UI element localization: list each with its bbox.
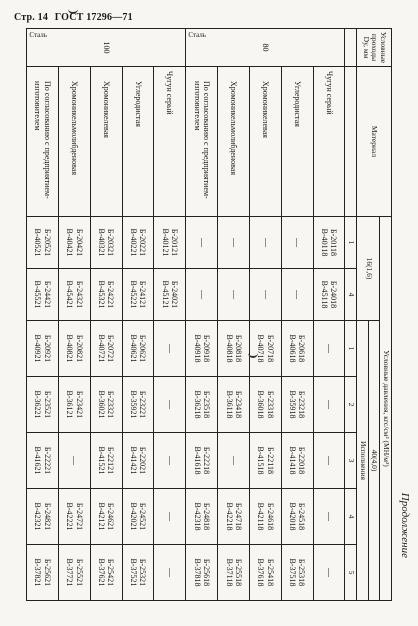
designation-cell	[122, 433, 154, 489]
designation-code: В-40718	[256, 334, 266, 363]
header-row	[380, 29, 392, 601]
designation-code: В-41621	[33, 446, 43, 475]
designation-cell	[27, 545, 59, 601]
designation-cell	[218, 489, 250, 545]
dn-value: 100	[101, 41, 111, 54]
pressure-16-header: 16(1,6)	[357, 217, 380, 321]
designation-cell	[58, 269, 90, 321]
designation-code: —	[324, 568, 335, 577]
designation-code: Б-20421	[74, 228, 84, 257]
designation-cell	[281, 377, 313, 433]
designation-code: Б-22218	[201, 446, 211, 475]
designation-cell	[313, 217, 345, 269]
designation-code: В-40618	[288, 334, 298, 363]
designation-code: В-37621	[97, 558, 107, 587]
designation-cell	[122, 489, 154, 545]
dn-header: Условные проходы Dу, мм	[357, 29, 392, 67]
designation-cell	[27, 489, 59, 545]
designation-code: Б-20118	[329, 229, 339, 256]
designation-code: В-40321	[97, 228, 107, 257]
designation-code: Б-24821	[42, 502, 52, 531]
designation-code: Б-20221	[138, 228, 148, 257]
material-cell: Хромоникельмолибденовая	[58, 67, 90, 217]
designation-cell	[281, 321, 313, 377]
designation-code: В-45321	[97, 280, 107, 309]
designation-cell	[58, 489, 90, 545]
designation-cell	[90, 489, 122, 545]
designation-cell	[281, 217, 313, 269]
designation-cell	[249, 269, 281, 321]
designation-code: В-45521	[33, 280, 43, 309]
designation-cell	[154, 433, 186, 489]
designation-code: В-40118	[320, 228, 330, 257]
designation-cell	[186, 545, 218, 601]
designation-code: В-37521	[129, 558, 139, 587]
designation-code: —	[69, 456, 80, 465]
designation-cell	[186, 269, 218, 321]
designation-code: В-40521	[33, 228, 43, 257]
designation-code: —	[324, 344, 335, 353]
designation-code: В-42118	[256, 502, 266, 531]
designation-code: Б-23518	[201, 390, 211, 419]
blank-header	[345, 29, 357, 67]
designation-code: В-42321	[33, 502, 43, 531]
designation-code: Б-24018	[329, 280, 339, 309]
designation-code: Б-25518	[233, 558, 243, 587]
designation-cell	[186, 489, 218, 545]
designation-cell	[281, 269, 313, 321]
designation-code: Б-20121	[170, 228, 180, 257]
designation-cell	[186, 433, 218, 489]
designation-cell	[90, 545, 122, 601]
material-cell: Чугун серый	[154, 67, 186, 217]
material-cell: Углеродистая	[122, 67, 154, 217]
designation-cell	[313, 433, 345, 489]
designation-code: Б-24618	[265, 502, 275, 531]
designation-code: В-42318	[192, 502, 202, 531]
designation-code: Б-22018	[297, 446, 307, 475]
designation-code: Б-20521	[42, 228, 52, 257]
designation-code: Б-20718	[265, 334, 275, 363]
table-row	[249, 29, 281, 601]
designation-cell	[90, 321, 122, 377]
designation-cell	[27, 433, 59, 489]
designation-code: —	[165, 512, 176, 521]
designation-code: —	[228, 290, 239, 299]
designation-code: В-45118	[320, 280, 330, 309]
dn-value: 80	[260, 43, 270, 52]
designation-code: —	[165, 456, 176, 465]
designation-code: Б-20721	[106, 334, 116, 363]
material-cell: По согласованию с предприятием-изготовителем	[186, 67, 218, 217]
material-cell: Чугун серый	[313, 67, 345, 217]
designation-code: —	[292, 238, 303, 247]
material-cell: Хромоникелевая	[90, 67, 122, 217]
designation-code: В-35921	[129, 390, 139, 419]
designation-code: Б-25521	[74, 558, 84, 587]
designation-cell	[27, 269, 59, 321]
designation-code: В-36221	[33, 390, 43, 419]
column-number: 3	[345, 433, 357, 489]
column-number: 1	[345, 321, 357, 377]
designation-code: Б-22121	[106, 446, 116, 475]
designation-cell	[27, 217, 59, 269]
designation-code: В-40721	[97, 334, 107, 363]
designation-code: Б-24518	[297, 502, 307, 531]
designation-code: В-36121	[65, 390, 75, 419]
designation-code: Б-24221	[106, 280, 116, 309]
designation-cell	[313, 377, 345, 433]
designation-cell	[122, 321, 154, 377]
designation-code: —	[165, 344, 176, 353]
designation-code: В-40121	[160, 228, 170, 257]
designation-code: —	[196, 238, 207, 247]
designation-cell	[58, 321, 90, 377]
designation-cell	[90, 377, 122, 433]
designation-cell	[218, 321, 250, 377]
designation-cell	[249, 545, 281, 601]
designation-code: В-41418	[288, 446, 298, 475]
designation-code: В-37118	[224, 558, 234, 587]
designation-cell	[218, 377, 250, 433]
designation-cell	[218, 269, 250, 321]
designation-code: —	[165, 400, 176, 409]
designation-code: Б-25318	[297, 558, 307, 587]
table-row	[27, 29, 59, 601]
execution-header: Исполнения	[357, 321, 369, 601]
designation-cell	[27, 377, 59, 433]
designation-code: Б-22221	[42, 446, 52, 475]
designation-code: Б-24021	[170, 280, 180, 309]
designation-code: —	[324, 512, 335, 521]
designation-code: Б-22118	[265, 447, 275, 474]
designation-code: —	[228, 456, 239, 465]
designation-cell	[313, 269, 345, 321]
designation-code: Б-23418	[233, 390, 243, 419]
continuation-label: Продолжение	[399, 492, 411, 558]
designation-code: В-40621	[129, 334, 139, 363]
designation-code: Б-23521	[42, 390, 52, 419]
designation-cell	[218, 217, 250, 269]
designation-cell	[58, 545, 90, 601]
designation-code: В-36018	[256, 390, 266, 419]
column-number: 2	[345, 377, 357, 433]
designation-code: Б-20621	[138, 334, 148, 363]
steel-label: Сталь	[29, 31, 47, 39]
designation-code: Б-25618	[201, 558, 211, 587]
designation-cell	[27, 321, 59, 377]
designation-code: Б-24421	[42, 280, 52, 309]
designation-code: —	[228, 238, 239, 247]
designation-code: В-40818	[224, 334, 234, 363]
designation-code: В-36218	[192, 390, 202, 419]
designation-code: В-37818	[192, 558, 202, 587]
designation-cell	[281, 489, 313, 545]
designation-code: В-37618	[256, 558, 266, 587]
designation-code: Б-23318	[265, 390, 275, 419]
designation-code: В-42221	[65, 502, 75, 531]
designation-code: В-45421	[65, 280, 75, 309]
material-cell: Углеродистая	[281, 67, 313, 217]
designation-cell	[281, 545, 313, 601]
designation-cell	[90, 433, 122, 489]
designation-code: Б-25621	[42, 558, 52, 587]
spec-table	[26, 28, 392, 601]
designation-code: В-41421	[129, 446, 139, 475]
designation-code: Б-25321	[138, 558, 148, 587]
designation-cell	[186, 217, 218, 269]
designation-code: В-42021	[129, 502, 139, 531]
pressure-header: Условные давления, кгс/см² (МН/м²)	[380, 217, 392, 601]
material-cell: Хромоникелевая	[249, 67, 281, 217]
table-row	[186, 29, 218, 601]
designation-code: В-41518	[256, 446, 266, 475]
designation-code: В-37821	[33, 558, 43, 587]
table-row	[281, 29, 313, 601]
designation-code: Б-23321	[106, 390, 116, 419]
designation-code: В-40221	[129, 228, 139, 257]
designation-code: В-40821	[65, 334, 75, 363]
designation-code: В-42018	[288, 502, 298, 531]
designation-cell	[218, 545, 250, 601]
designation-code: В-40921	[33, 334, 43, 363]
designation-code: В-45121	[160, 280, 170, 309]
designation-code: Б-24621	[106, 502, 116, 531]
column-number: 5	[345, 545, 357, 601]
designation-code: —	[196, 290, 207, 299]
designation-code: В-40421	[65, 228, 75, 257]
designation-cell	[313, 545, 345, 601]
designation-cell	[122, 269, 154, 321]
designation-code: Б-24121	[138, 280, 148, 309]
designation-code: Б-24721	[74, 502, 84, 531]
designation-code: Б-20321	[106, 228, 116, 257]
designation-code: Б-20818	[233, 334, 243, 363]
designation-cell	[58, 433, 90, 489]
designation-cell	[249, 377, 281, 433]
designation-code: В-42121	[97, 502, 107, 531]
table-row	[90, 29, 122, 601]
designation-cell	[154, 269, 186, 321]
column-number-row	[345, 29, 357, 601]
designation-code: В-40918	[192, 334, 202, 363]
designation-cell	[249, 217, 281, 269]
designation-code: Б-23221	[138, 390, 148, 419]
designation-cell	[249, 433, 281, 489]
designation-cell	[154, 217, 186, 269]
table-row	[313, 29, 345, 601]
designation-code: Б-20918	[201, 334, 211, 363]
designation-code: —	[165, 568, 176, 577]
designation-code: Б-23421	[74, 390, 84, 419]
pressure-40-header: 40(4,0)	[368, 321, 380, 601]
designation-cell	[186, 321, 218, 377]
designation-code: —	[324, 456, 335, 465]
designation-code: В-37518	[288, 558, 298, 587]
steel-label: Сталь	[188, 31, 206, 39]
designation-code: —	[324, 400, 335, 409]
table-row	[122, 29, 154, 601]
designation-cell	[154, 545, 186, 601]
designation-cell	[90, 269, 122, 321]
designation-code: —	[260, 238, 271, 247]
designation-cell	[58, 377, 90, 433]
designation-code: —	[292, 290, 303, 299]
designation-code: В-41618	[192, 446, 202, 475]
designation-cell	[58, 217, 90, 269]
designation-code: Б-25418	[265, 558, 275, 587]
dn-cell	[27, 29, 186, 67]
designation-cell	[154, 489, 186, 545]
column-number: 4	[345, 489, 357, 545]
designation-code: Б-24321	[74, 280, 84, 309]
table-row	[218, 29, 250, 601]
spec-table-container	[26, 28, 392, 600]
designation-code: Б-25421	[106, 558, 116, 587]
designation-code: В-35918	[288, 390, 298, 419]
designation-code: Б-20921	[42, 334, 52, 363]
designation-cell	[122, 545, 154, 601]
designation-code: —	[260, 290, 271, 299]
designation-cell	[249, 321, 281, 377]
designation-cell	[218, 433, 250, 489]
designation-cell	[186, 377, 218, 433]
column-number: 4	[345, 269, 357, 321]
designation-code: В-36118	[224, 390, 234, 419]
designation-code: В-42218	[224, 502, 234, 531]
pen-mark	[68, 6, 78, 14]
dn-cell	[186, 29, 345, 67]
table-row	[58, 29, 90, 601]
designation-cell	[313, 489, 345, 545]
column-number: 1	[345, 217, 357, 269]
designation-code: Б-20821	[74, 334, 84, 363]
material-cell: По согласованию с предприятием-изготовителем	[27, 67, 59, 217]
designation-cell	[281, 433, 313, 489]
designation-code: В-41521	[97, 446, 107, 475]
designation-code: Б-23218	[297, 390, 307, 419]
standard-number: ГОСТ 17296—71	[54, 12, 133, 23]
designation-code: Б-24718	[233, 502, 243, 531]
designation-cell	[154, 321, 186, 377]
designation-code: Б-22021	[138, 446, 148, 475]
designation-code: Б-24818	[201, 502, 211, 531]
blank-header	[345, 67, 357, 217]
material-cell: Хромоникельмолибденовая	[218, 67, 250, 217]
page-number: Стр. 14	[14, 12, 49, 23]
material-header: Материал	[357, 67, 392, 217]
designation-cell	[90, 217, 122, 269]
designation-cell	[313, 321, 345, 377]
designation-code: В-37721	[65, 558, 75, 587]
designation-code: В-45221	[129, 280, 139, 309]
designation-code: Б-24521	[138, 502, 148, 531]
designation-cell	[249, 489, 281, 545]
designation-code: Б-20618	[297, 334, 307, 363]
designation-code: В-36021	[97, 390, 107, 419]
designation-cell	[122, 217, 154, 269]
designation-cell	[154, 377, 186, 433]
designation-cell	[122, 377, 154, 433]
table-row	[154, 29, 186, 601]
